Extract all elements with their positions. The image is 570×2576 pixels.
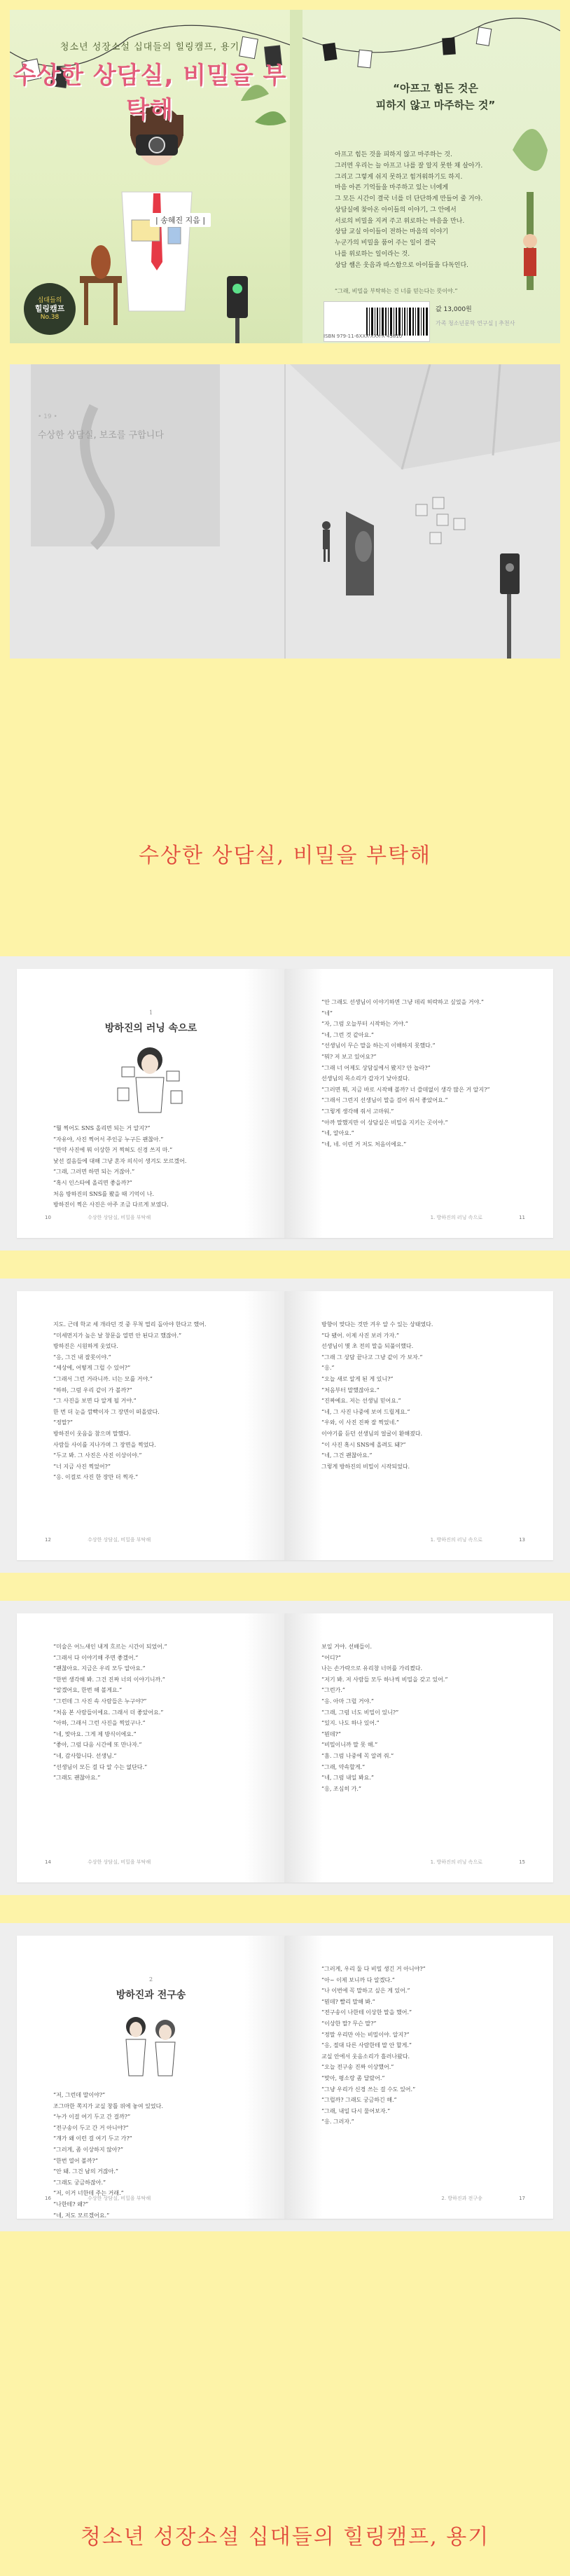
text-line: “이상한 말? 무슨 말?” — [321, 2020, 377, 2027]
page-number: 14 — [45, 1859, 51, 1865]
page-right — [285, 969, 553, 1238]
running-head: 수상한 상담실, 비밀을 부탁해 — [88, 1215, 151, 1220]
book-cover-spread — [10, 10, 560, 343]
interior-spread-1 — [0, 956, 570, 1251]
back-quote — [331, 80, 541, 113]
interior-spread-4 — [0, 1923, 570, 2231]
text-line: “뭐? 저 보고 있어요?” — [321, 1053, 377, 1060]
text-line: “그러게, 우리 둘 다 비밀 생긴 거 아니야?” — [321, 1966, 426, 1972]
text-line: “저, 그런데 말이야?” — [53, 2092, 106, 2098]
text-line: “그냥 우리가 신경 쓰는 걸 수도 있어.” — [321, 2086, 416, 2093]
text-line: “비밀이니까 말 못 해.” — [321, 1742, 378, 1749]
text-line: “응, 그건 내 잘못이야.” — [53, 1354, 111, 1361]
text-line: 보일 거야. 선배들이. — [321, 1644, 372, 1650]
page-footer — [45, 1859, 151, 1866]
blurb-line: 그리고 그렇게 쉬지 못하고 힘겨워하기도 하지. — [335, 173, 463, 181]
text-line: “좋아, 그럼 다음 시간에 또 만나자.” — [53, 1742, 142, 1749]
text-line: “처음부터 말했잖아요.” — [321, 1386, 380, 1393]
running-head: 1. 방하진의 러닝 속으로 — [430, 1537, 482, 1543]
badge-top: 십대들의 — [37, 296, 62, 304]
series-badge — [24, 283, 76, 335]
text-line: “만약 사진에 뭐 이상한 거 찍혀도 신경 쓰지 마.” — [53, 1147, 173, 1154]
page-left — [17, 1613, 285, 1882]
badge-num: No.38 — [40, 313, 60, 321]
text-line: “네, 그럼 내일 봐요.” — [321, 1775, 374, 1782]
blurb-line: 마음 아픈 기억들을 마주하고 있는 너에게 — [335, 184, 449, 192]
text-line: “어디?” — [321, 1654, 341, 1661]
chapter-number: 1 — [148, 1010, 153, 1016]
cover-spine — [290, 10, 303, 343]
cover-back — [303, 10, 560, 343]
endpaper-caption: 수상한 상담실, 보조를 구합니다 — [38, 430, 164, 441]
text-line: “진짜예요. 저는 선생님 믿어요.” — [321, 1398, 401, 1405]
text-line: 사람들 사이를 지나가며 그 장면을 찍었다. — [53, 1441, 156, 1448]
text-line: “네, 그런 것 같아요.” — [321, 1031, 374, 1038]
text-line: 처음 방하진의 SNS를 봤을 때 기억이 나. — [53, 1190, 154, 1197]
page-body — [48, 1123, 254, 1211]
text-line: “그래, 내일 다시 물어보자.” — [321, 2107, 391, 2114]
running-head: 수상한 상담실, 비밀을 부탁해 — [88, 1537, 151, 1543]
text-line: “자유야, 사진 찍어서 주인공 누구든 괜찮아.” — [53, 1136, 164, 1143]
text-line: “흠. 그럼 나중에 꼭 알려 줘.” — [321, 1752, 394, 1759]
text-line: “선생님이 무슨 말을 하는지 이해하지 못했다.” — [321, 1042, 436, 1049]
text-line: “저기 봐. 저 사람들 모두 하나씩 비밀을 갖고 있어.” — [321, 1676, 448, 1683]
page-footer — [431, 1859, 525, 1866]
price: 값 13,000원 — [436, 306, 472, 313]
running-head: 1. 방하진의 러닝 속으로 — [430, 1215, 482, 1220]
chapter-title: 방하진과 전구송 — [116, 1990, 186, 2001]
page-left — [17, 969, 285, 1238]
text-line: 낯선 걸음들에 대해 그냥 혼자 의식이 생겨도 모르겠어. — [53, 1157, 187, 1164]
blurb-line: 아프고 힘든 것을 피하지 않고 마주하는 것. — [335, 151, 452, 158]
text-line: “뭘 찍어도 SNS 올리면 되는 거 알지?” — [53, 1125, 151, 1131]
endpaper-spread — [10, 364, 560, 659]
title-banner: 수상한 상담실, 비밀을 부탁해 — [139, 843, 431, 868]
text-line: “응. 아마 그럴 거야.” — [321, 1697, 374, 1704]
isbn: ISBN 979-11-6XXX-XXX-X 43810 — [324, 333, 403, 339]
text-line: “그래 너 어제도 상담실에서 봤지? 안 놀라?” — [321, 1064, 431, 1071]
text-line: “그래서 다 이야기해 주면 좋겠어.” — [53, 1654, 139, 1661]
text-line: 교실 안에서 웃음소리가 흘러나왔다. — [321, 2053, 410, 2060]
page-number: 12 — [45, 1537, 51, 1543]
text-line: “그럴까? 그래도 궁금하긴 해.” — [321, 2097, 397, 2104]
text-line: “알겠어요, 한번 해 볼게요.” — [53, 1687, 123, 1694]
badge-main: 힐링캠프 — [34, 304, 65, 314]
text-line: “네” — [321, 1010, 333, 1017]
text-line: 방하진이 웃음을 참으며 말했다. — [53, 1430, 131, 1437]
text-line: “그러게, 좀 이상하지 않아?” — [53, 2146, 123, 2153]
text-line: “두고 봐. 그 사진은 사진 이상이야.” — [53, 1452, 142, 1459]
text-line: “오늘 전구송 진짜 이상했어.” — [321, 2064, 394, 2071]
text-line: “응, 절대 다른 사람한테 말 안 할게.” — [321, 2042, 412, 2049]
text-line: “응.” — [321, 1365, 335, 1372]
text-line: “안 그래도 선생님이 이야기하면 그냥 데리 허락하고 싶었을 거야.” — [321, 999, 484, 1005]
back-credit: 가족 청소년문학 연구실 | 추천사 — [436, 320, 515, 326]
back-blurb — [335, 150, 531, 271]
text-line: 방하진은 시원하게 웃었다. — [53, 1343, 118, 1350]
page-body — [48, 1641, 254, 1784]
text-line: 나는 손가락으로 유리창 너머를 가리켰다. — [321, 1665, 423, 1672]
text-line: “네, 감사합니다. 선생님.” — [53, 1752, 117, 1759]
text-line: “세상에, 어떻게 그럴 수 있어?” — [53, 1365, 131, 1372]
page-footer — [431, 1214, 525, 1221]
text-line: “그래, 그러면 하면 되는 거잖아.” — [53, 1169, 135, 1176]
text-line: “그러면 뭐, 지금 바로 시작해 볼까? 너 쓸데없이 생각 많은 거 알지?” — [321, 1086, 490, 1093]
page-right — [285, 1291, 553, 1560]
page-number: 15 — [519, 1859, 525, 1865]
text-line: 그렇게 방하진의 비밀이 시작되었다. — [321, 1463, 410, 1470]
text-line: “다 됐어. 이제 사진 보러 가자.” — [321, 1332, 399, 1339]
text-line: “네, 네. 이런 거 저도 처음이에요.” — [321, 1141, 407, 1148]
blurb-line: 누군가의 비밀을 품어 주는 일이 결국 — [335, 240, 436, 247]
cover-front — [10, 10, 290, 343]
text-line: “괜찮아요. 지금은 우리 모두 알아요.” — [53, 1665, 146, 1672]
text-line: “나 이번에 꼭 말하고 싶은 게 있어.” — [321, 1988, 410, 1995]
text-line: “그런가.” — [321, 1687, 345, 1694]
page-footer — [441, 2195, 525, 2202]
page-right — [285, 1936, 553, 2219]
text-line: “정말 우리만 아는 비밀이야. 알지?” — [321, 2031, 410, 2038]
text-line: “걔가 왜 이런 걸 여기 두고 가?” — [53, 2135, 132, 2142]
page-footer — [431, 1536, 525, 1543]
blurb-line: 그 모든 시간이 결국 너를 더 단단하게 만들어 줄 거야. — [335, 195, 483, 202]
text-line: “그래 그 상담 끝나고 그냥 같이 가 보자.” — [321, 1354, 423, 1361]
page-body — [316, 1641, 522, 1794]
text-line: “정말?” — [53, 1419, 73, 1426]
cover-author: | 송혜진 지음 | — [150, 213, 211, 227]
blurb-line: 상담 쌤은 웃음과 따스함으로 아이들을 다독인다. — [335, 261, 469, 269]
text-line: “이 사진 혹시 SNS에 올려도 돼?” — [321, 1441, 406, 1448]
text-line: “자, 그럼 오늘부터 시작하는 거야.” — [321, 1021, 408, 1028]
text-line: “응. 그러자.” — [321, 2119, 354, 2126]
text-line: “응, 조심히 가.” — [321, 1785, 361, 1792]
text-line: “누가 이걸 여기 두고 간 걸까?” — [53, 2114, 131, 2121]
page-footer — [45, 2195, 151, 2202]
text-line: “그래, 약속할게.” — [321, 1763, 366, 1770]
back-quote-line2: 피하지 않고 마주하는 것” — [375, 99, 496, 111]
page-body — [316, 1319, 522, 1472]
text-line: “처음 본 사람들이에요. 그래서 더 좋았어요.” — [53, 1709, 164, 1716]
text-line: “그래도 괜찮아요.” — [53, 1775, 101, 1782]
text-line: “있지. 나도 하나 있어.” — [321, 1720, 380, 1727]
text-line: “미술은 어느새인 내게 흐르는 시간이 되었어.” — [53, 1644, 167, 1650]
chapter-title: 방하진의 러닝 속으로 — [104, 1023, 197, 1034]
running-head: 2. 방하진과 전구송 — [441, 2196, 482, 2201]
text-line: “우와, 이 사진 진짜 잘 찍었네.” — [321, 1419, 399, 1426]
text-line: “응. 이걸로 사진 한 장만 더 찍자.” — [53, 1474, 139, 1481]
text-line: “네, 그건 괜찮아요.” — [321, 1452, 373, 1459]
blurb-line: 그러면 우리는 늘 아프고 나를 잘 알지 못한 채 살아가. — [335, 162, 483, 170]
text-line: “한번 열어 볼까?” — [53, 2157, 98, 2164]
page-number: 16 — [45, 2196, 51, 2201]
text-line: “그 사진을 보면 다 알게 될 거야.” — [53, 1398, 137, 1405]
back-highlight: “그래, 비밀을 부탁하는 건 너를 믿는다는 뜻이야.” — [335, 288, 458, 294]
text-line: “그렇게 생각해 줘서 고마워.” — [321, 1108, 394, 1115]
cover-title: 수상한 상담실, 비밀을 부탁해 — [13, 62, 287, 124]
text-line: “하하, 그럼 우리 같이 가 볼까?” — [53, 1386, 132, 1393]
page-number: 10 — [45, 1215, 51, 1220]
text-line: “그래서 그런 거라니까. 너는 모를 거야.” — [53, 1375, 153, 1382]
page-body — [316, 1964, 522, 2128]
text-line: “네, 알아요.” — [321, 1130, 354, 1137]
text-line: “선생님이 모든 걸 다 알 수는 없단다.” — [53, 1763, 148, 1770]
text-line: “네, 저도 모르겠어요.” — [53, 2212, 110, 2219]
text-line: “오늘 새로 알게 된 게 있니?” — [321, 1375, 394, 1382]
text-line: “전구송이 나한테 이상한 말을 했어.” — [321, 2009, 412, 2016]
text-line: “나한테? 왜?” — [53, 2200, 89, 2207]
text-line: 이야기를 듣던 선생님의 얼굴이 환해졌다. — [321, 1430, 423, 1437]
interior-spread-2 — [0, 1279, 570, 1573]
text-line: 한 번 더 눈을 깜빡이자 그 장면이 떠올랐다. — [53, 1408, 160, 1415]
running-head: 1. 방하진의 러닝 속으로 — [430, 1859, 482, 1865]
text-line: “안 돼. 그건 남의 거잖아.” — [53, 2168, 118, 2175]
text-line: “네, 그 사진 나중에 보여 드릴게요.” — [321, 1408, 410, 1415]
barcode-icon — [366, 308, 429, 336]
blurb-line: 서로의 비밀을 지켜 주고 위로하는 마음을 만나. — [335, 217, 465, 225]
text-line: “그런데 그 사진 속 사람들은 누구야?” — [53, 1697, 147, 1704]
running-head: 수상한 상담실, 비밀을 부탁해 — [88, 2196, 151, 2201]
chapter-illustration — [108, 2006, 192, 2083]
text-line: “아까 말했지만 이 상담실은 비밀을 지키는 곳이야.” — [321, 1119, 448, 1126]
running-head: 수상한 상담실, 비밀을 부탁해 — [88, 1859, 151, 1865]
text-line: 선생님이 몇 초 전의 말을 되풀이했다. — [321, 1343, 414, 1350]
text-line: 조그마한 쪽지가 교실 창틀 위에 놓여 있었다. — [53, 2102, 163, 2109]
blurb-line: 상담 교실 아이들이 전하는 마음의 이야기 — [335, 228, 449, 236]
text-line: “그래서 그런지 선생님이 말을 걸어 줘서 좋았어요.” — [321, 1097, 448, 1104]
text-line: “맞아, 평소랑 좀 달랐어.” — [321, 2074, 385, 2081]
text-line: “전구송이 두고 간 거 아니야?” — [53, 2124, 129, 2131]
chapter-number: 2 — [148, 1976, 153, 1983]
page-footer — [45, 1536, 151, 1543]
text-line: “너 지금 사진 찍었어?” — [53, 1463, 111, 1470]
blurb-line: 나를 위로하는 일이라는 것. — [335, 250, 410, 258]
text-line: “네, 맞아요. 그게 제 방식이에요.” — [53, 1730, 137, 1737]
text-line: 방향이 맞다는 것만 겨우 알 수 있는 상태였다. — [321, 1321, 433, 1328]
page-number: 13 — [519, 1537, 525, 1543]
text-line: “그래도 궁금하잖아.” — [53, 2179, 106, 2186]
text-line: 지도. 근데 학교 세 개라던 것 중 무척 멀리 돌아야 한다고 했어. — [53, 1321, 207, 1328]
interior-spread-3 — [0, 1601, 570, 1895]
text-line: “한번 생각해 봐. 그건 진짜 너의 이야기니까.” — [53, 1676, 165, 1683]
text-line: “그래, 그럼 너도 비밀이 있니?” — [321, 1709, 399, 1716]
page-body — [48, 1319, 254, 1483]
cover-subtitle: 청소년 성장소설 십대들의 힐링캠프, 용기 — [60, 42, 240, 53]
endpaper-page-number: • 19 • — [38, 413, 57, 420]
text-line: “아~ 이제 보니까 다 알겠다.” — [321, 1976, 395, 1983]
text-line: “미세먼지가 높은 날 창문을 열면 안 된다고 했잖아.” — [53, 1332, 182, 1339]
page-right — [285, 1613, 553, 1882]
back-quote-line1: “아프고 힘든 것은 — [393, 82, 478, 95]
text-line: 방하진이 찍은 사진은 아주 조금 다르게 보였다. — [53, 1201, 169, 1208]
page-left — [17, 1936, 285, 2219]
page-left — [17, 1291, 285, 1560]
text-line: “저, 이거 너한테 주는 거래.” — [53, 2190, 124, 2197]
text-line: “아하, 그래서 그런 사진을 찍었구나.” — [53, 1720, 146, 1727]
text-line: 선생님의 목소리가 갑자기 낮아졌다. — [321, 1075, 410, 1082]
text-line: “혹시 인스타에 올리면 좋을까?” — [53, 1179, 132, 1186]
series-banner: 청소년 성장소설 십대들의 힐링캠프, 용기 — [80, 2525, 490, 2549]
page-fold — [284, 364, 286, 659]
blurb-line: 상담실에 찾아온 아이들의 이야기, 그 안에서 — [335, 206, 457, 214]
page-number: 17 — [519, 2196, 525, 2201]
page-footer — [45, 1214, 151, 1221]
text-line: “뭔데?” — [321, 1730, 341, 1737]
page-number: 11 — [519, 1215, 525, 1220]
chapter-illustration — [108, 1039, 192, 1116]
page-body — [316, 997, 522, 1150]
text-line: “뭔데? 빨리 말해 봐.” — [321, 1998, 375, 2005]
